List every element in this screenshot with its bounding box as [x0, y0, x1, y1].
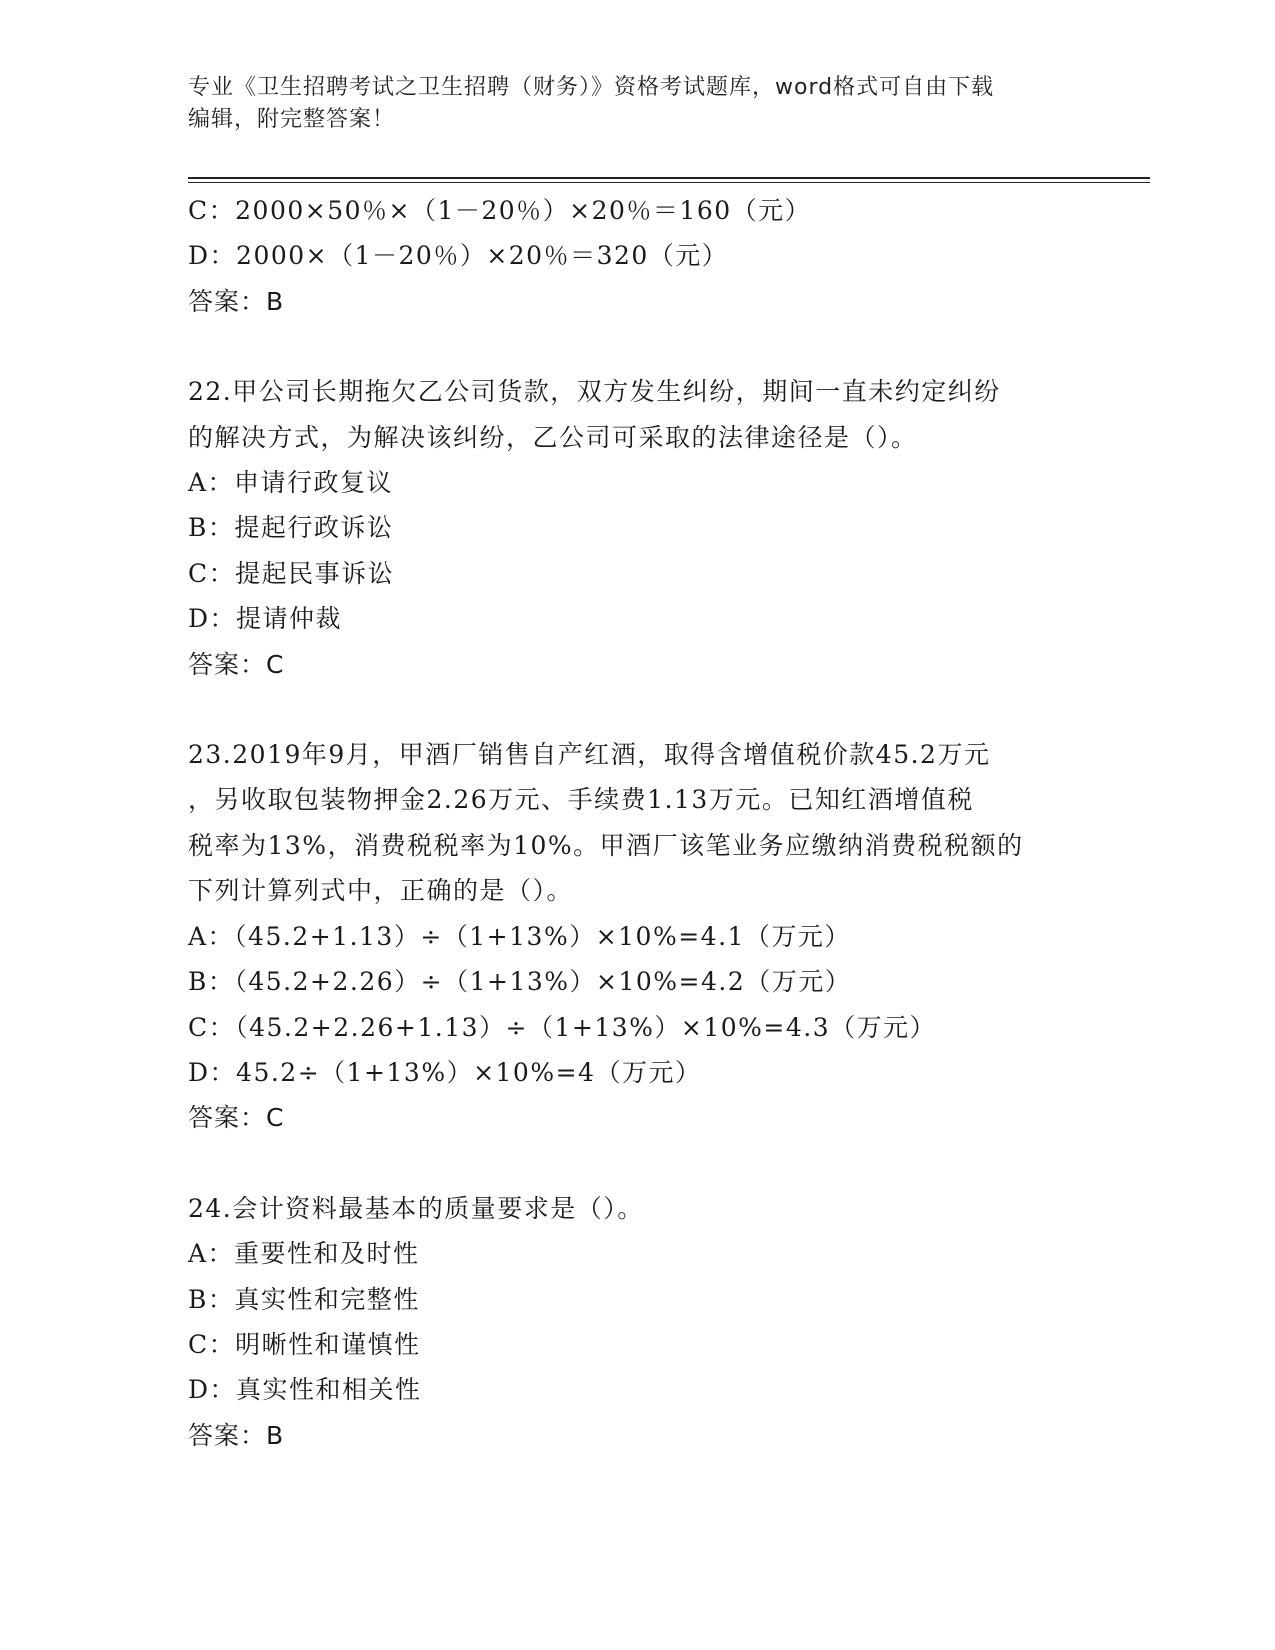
option-d: D：提请仲裁 [188, 604, 343, 634]
option-c: C：2000×50％×（1－20％）×20％＝160（元） [188, 196, 812, 225]
question-stem: 税率为13%，消费税税率为10%。甲酒厂该笔业务应缴纳消费税税额的 [188, 830, 1024, 860]
question-stem: 下列计算列式中，正确的是（）。 [188, 876, 574, 906]
question-24 [188, 1186, 1088, 1458]
option-a: A：重要性和及时性 [188, 1239, 420, 1269]
option-b: B：真实性和完整性 [188, 1284, 420, 1314]
option-c: C：明晰性和谨慎性 [188, 1329, 421, 1359]
option-a: A：（45.2+1.13）÷（1+13%）×10%=4.1（万元） [188, 921, 851, 951]
question-stem: 的解决方式，为解决该纠纷，乙公司可采取的法律途径是（）。 [188, 422, 918, 452]
option-b: B：（45.2+2.26）÷（1+13%）×10%=4.2（万元） [188, 967, 852, 997]
header-line-1: 专业《卫生招聘考试之卫生招聘（财务）》资格考试题库，word格式可自由下载 [188, 75, 995, 100]
option-d: D：45.2÷（1+13%）×10%=4（万元） [188, 1057, 702, 1087]
header-divider-thin [188, 182, 1150, 183]
answer: 答案：B [188, 1420, 285, 1450]
question-list [188, 188, 1088, 1458]
spacer [188, 687, 1088, 732]
question-stem: ，另收取包装物押金2.26万元、手续费1.13万元。已知红酒增值税 [188, 785, 974, 815]
question-23 [188, 732, 1088, 1141]
option-d: D：真实性和相关性 [188, 1375, 422, 1405]
header-divider-thick [188, 177, 1150, 179]
question-stem: 24.会计资料最基本的质量要求是（）。 [188, 1193, 644, 1223]
option-c: C：提起民事诉讼 [188, 558, 395, 588]
answer: 答案：C [188, 1103, 285, 1133]
question-stem: 22.甲公司长期拖欠乙公司货款，双方发生纠纷，期间一直未约定纠纷 [188, 377, 1001, 407]
option-a: A：申请行政复议 [188, 468, 394, 498]
option-b: B：提起行政诉讼 [188, 513, 394, 543]
document-header [188, 72, 1088, 136]
spacer [188, 1141, 1088, 1186]
answer: 答案：B [188, 286, 285, 316]
option-d: D：2000×（1－20％）×20％＝320（元） [188, 241, 729, 271]
option-c: C：（45.2+2.26+1.13）÷（1+13%）×10%=4.3（万元） [188, 1012, 937, 1042]
spacer [188, 324, 1088, 369]
header-line-2: 编辑，附完整答案！ [188, 107, 396, 132]
question-stem: 23.2019年9月，甲酒厂销售自产红酒，取得含增值税价款45.2万元 [188, 740, 991, 770]
answer: 答案：C [188, 649, 285, 679]
question-22 [188, 369, 1088, 687]
question-21-tail [188, 188, 1088, 324]
